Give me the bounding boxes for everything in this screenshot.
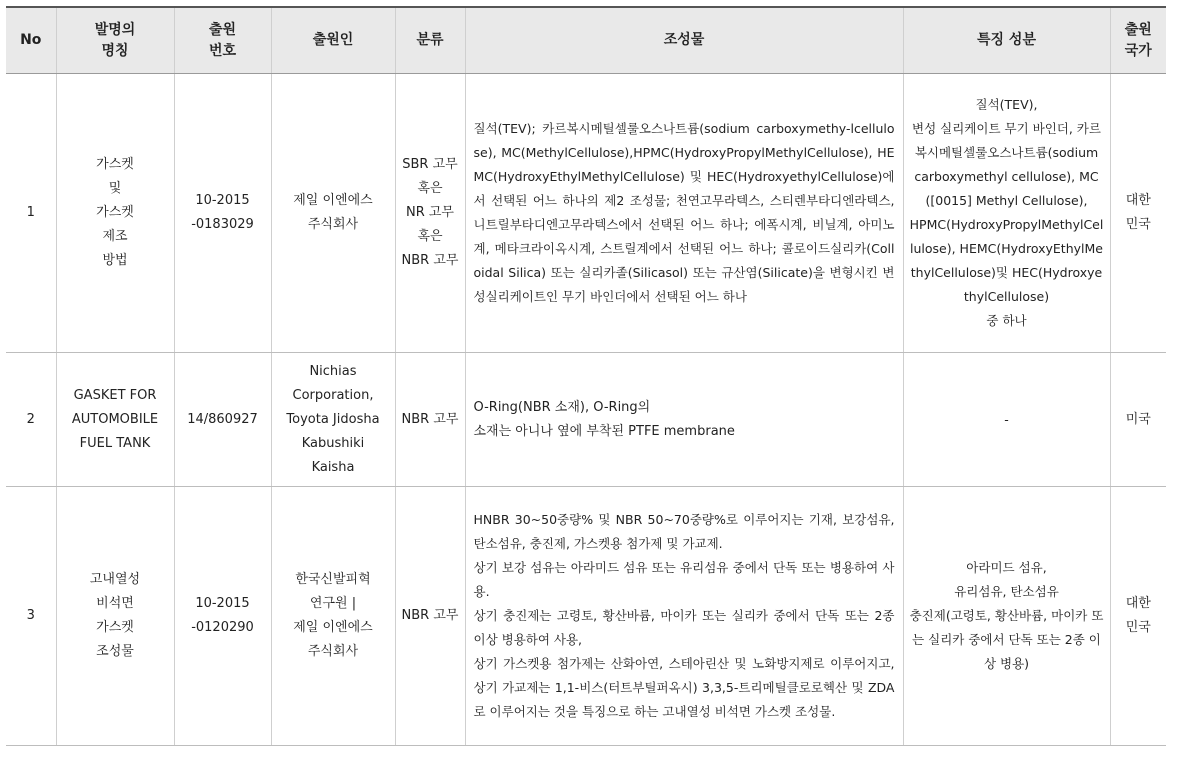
cell-application-number: 14/860927 (174, 353, 271, 487)
cell-applicant: 제일 이엔에스 주식회사 (271, 74, 395, 353)
cell-country: 대한 민국 (1110, 487, 1166, 746)
patent-table (6, 6, 1166, 746)
header-application-number: 출원 번호 (174, 7, 271, 74)
header-country: 출원 국가 (1110, 7, 1166, 74)
cell-features: 아라미드 섬유, 유리섬유, 탄소섬유 충진제(고령토, 황산바륨, 마이카 또는 실리카 중에서 단독 또는 2종 이상 병용) (903, 487, 1110, 746)
cell-composition: HNBR 30~50중량% 및 NBR 50~70중량%로 이루어지는 기재, 보강섬유, 탄소섬유, 충진제, 가스켓용 첨가제 및 가교제. 상기 보강 섬유는 아라미드 섬유 또는 유리섬유 중에서 단독 또는 병용하여 사용. 상기 충진제는 고령토, 황산바륨, 마이카 또는 실리카 중에서 단독 또는 2종 이상 병용하여 사용, 상기 가스켓용 첨가제는 산화아연, 스테아린산 및 노화방지제로 이루어지고, 상기 가교제는 1,1-비스(터트부틸퍼옥시) 3,3,5-트리메틸클로로헥산 및 ZDA로 이루어지는 것을 특징으로 하는 고내열성 비석면 가스켓 조성물. (465, 487, 903, 746)
cell-no: 2 (6, 353, 56, 487)
cell-composition: 질석(TEV); 카르복시메틸셀룰오스나트륨(sodium carboxymethy-lcellulose), MC(MethylCellulose),HPMC(HydroxyPropylMethylCellulose), HEMC(HydroxyEthylMethylCellulose) 및 HEC(HydroxyethylCellulose)에서 선택된 어느 하나의 제2 조성물; 천연고무라텍스, 스티렌부타디엔라텍스, 니트릴부타디엔고무라텍스에서 선택된 어느 하나; 에폭시계, 비닐계, 아미노계, 메타크라이옥시계, 스트릴계에서 선택된 어느 하나; 콜로이드실리카(Colloidal Silica) 또는 실리카졸(Silicasol) 또는 규산염(Silicate)을 변형시킨 변성실리케이트인 무기 바인더에서 선택된 어느 하나 (465, 74, 903, 353)
cell-country: 대한 민국 (1110, 74, 1166, 353)
cell-no: 1 (6, 74, 56, 353)
header-features: 특징 성분 (903, 7, 1110, 74)
cell-no: 3 (6, 487, 56, 746)
cell-country: 미국 (1110, 353, 1166, 487)
cell-application-number: 10-2015 -0183029 (174, 74, 271, 353)
header-category: 분류 (395, 7, 465, 74)
cell-features: - (903, 353, 1110, 487)
cell-invention-name: 가스켓 및 가스켓 제조 방법 (56, 74, 174, 353)
header-invention-name: 발명의 명칭 (56, 7, 174, 74)
cell-category: SBR 고무 혹은 NR 고무 혹은 NBR 고무 (395, 74, 465, 353)
table-row (6, 487, 1166, 746)
cell-invention-name: 고내열성 비석면 가스켓 조성물 (56, 487, 174, 746)
cell-features: 질석(TEV), 변성 실리케이트 무기 바인더, 카르복시메틸셀룰오스나트륨(sodium carboxymethyl cellulose), MC([0015] Methyl Cellulose), HPMC(HydroxyPropylMethylCellulose), HEMC(HydroxyEthylMethylCellulose)및 HEC(HydroxyethylCellulose) 중 하나 (903, 74, 1110, 353)
cell-composition: O-Ring(NBR 소재), O-Ring의 소재는 아니나 옆에 부착된 PTFE membrane (465, 353, 903, 487)
cell-category: NBR 고무 (395, 353, 465, 487)
header-no: No (6, 7, 56, 74)
table-row (6, 74, 1166, 353)
cell-invention-name: GASKET FOR AUTOMOBILE FUEL TANK (56, 353, 174, 487)
header-composition: 조성물 (465, 7, 903, 74)
cell-category: NBR 고무 (395, 487, 465, 746)
cell-application-number: 10-2015 -0120290 (174, 487, 271, 746)
patent-table-container (6, 6, 1166, 746)
header-applicant: 출원인 (271, 7, 395, 74)
header-row (6, 7, 1166, 74)
cell-applicant: Nichias Corporation, Toyota Jidosha Kabushiki Kaisha (271, 353, 395, 487)
cell-applicant: 한국신발피혁 연구원 | 제일 이엔에스 주식회사 (271, 487, 395, 746)
table-row (6, 353, 1166, 487)
